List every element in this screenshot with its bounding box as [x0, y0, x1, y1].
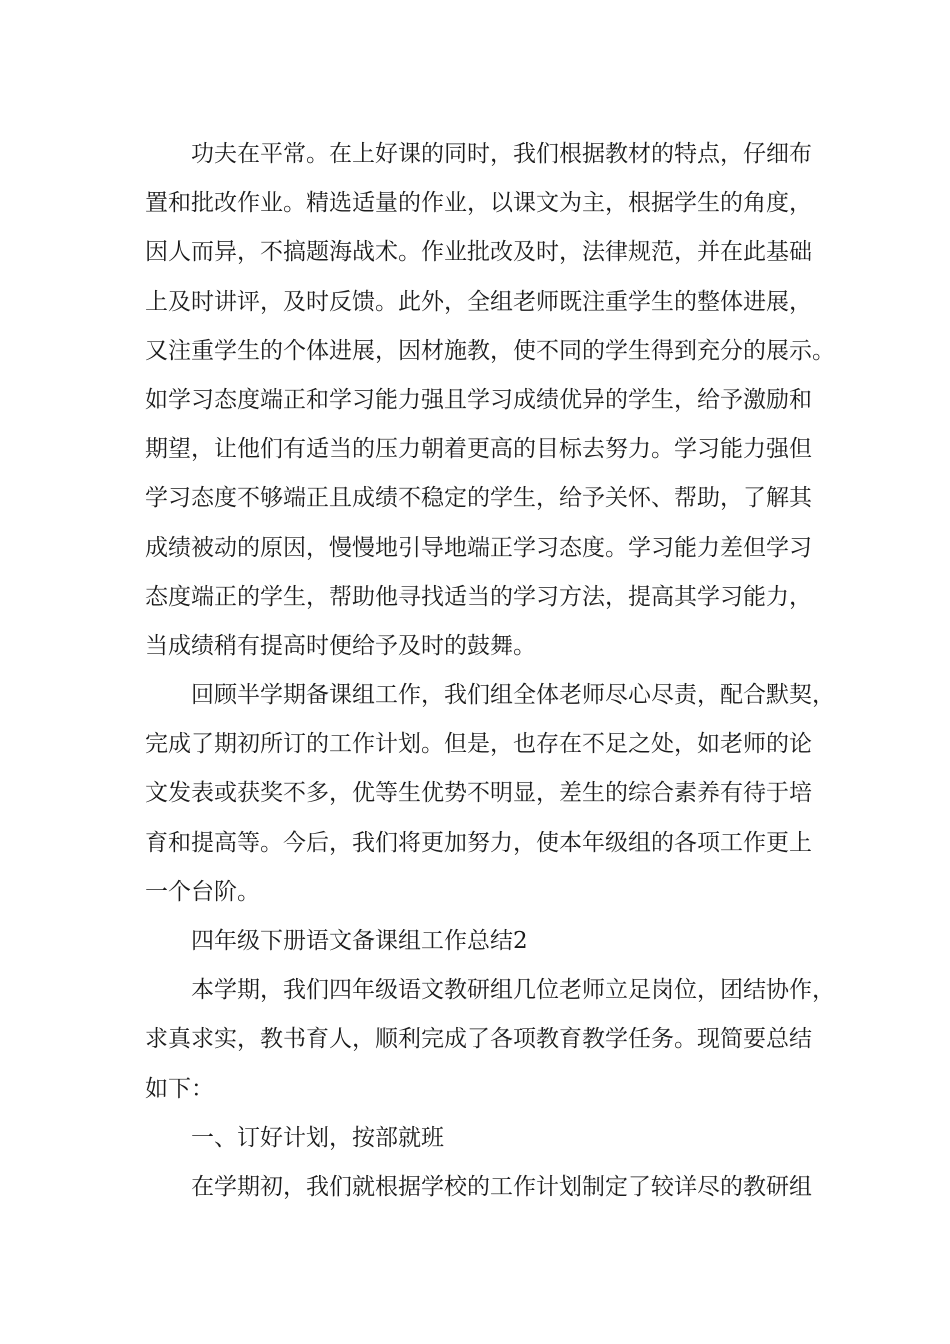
subsection-heading: 一、订好计划，按部就班: [191, 1124, 444, 1151]
text-line: 功夫在平常。在上好课的同时，我们根据教材的特点，仔细布: [191, 141, 812, 167]
text-line: 因人而异，不搞题海战术。作业批改及时，法律规范，并在此基础: [145, 239, 812, 266]
text-line: 回顾半学期备课组工作，我们组全体老师尽心尽责，配合默契，: [191, 682, 835, 709]
text-line: 置和批改作业。精选适量的作业，以课文为主，根据学生的角度，: [145, 190, 812, 217]
text-line: 态度端正的学生，帮助他寻找适当的学习方法，提高其学习能力，: [145, 583, 812, 610]
text-line: 期望，让他们有适当的压力朝着更高的目标去努力。学习能力强但: [145, 436, 812, 463]
text-line: 当成绩稍有提高时便给予及时的鼓舞。: [145, 632, 536, 659]
section-title: 四年级下册语文备课组工作总结2: [191, 928, 528, 954]
text-line: 又注重学生的个体进展，因材施教，使不同的学生得到充分的展示。: [145, 337, 835, 364]
text-line: 成绩被动的原因，慢慢地引导地端正学习态度。学习能力差但学习: [145, 534, 812, 561]
text-line: 求真求实，教书育人，顺利完成了各项教育教学任务。现简要总结: [145, 1026, 812, 1053]
text-line: 本学期，我们四年级语文教研组几位老师立足岗位，团结协作，: [191, 977, 835, 1004]
text-line: 育和提高等。今后，我们将更加努力，使本年级组的各项工作更上: [145, 829, 812, 856]
text-line: 如下：: [145, 1075, 214, 1102]
document-body: [145, 130, 845, 1212]
text-line: 一个台阶。: [145, 878, 260, 905]
text-line: 在学期初，我们就根据学校的工作计划制定了较详尽的教研组: [191, 1173, 812, 1200]
text-line: 文发表或获奖不多，优等生优势不明显，差生的综合素养有待于培: [145, 780, 812, 807]
text-line: 上及时讲评，及时反馈。此外，全组老师既注重学生的整体进展，: [145, 288, 812, 315]
text-line: 如学习态度端正和学习能力强且学习成绩优异的学生，给予激励和: [145, 386, 812, 413]
text-line: 完成了期初所订的工作计划。但是，也存在不足之处，如老师的论: [145, 731, 812, 758]
text-line: 学习态度不够端正且成绩不稳定的学生，给予关怀、帮助，了解其: [145, 485, 812, 512]
